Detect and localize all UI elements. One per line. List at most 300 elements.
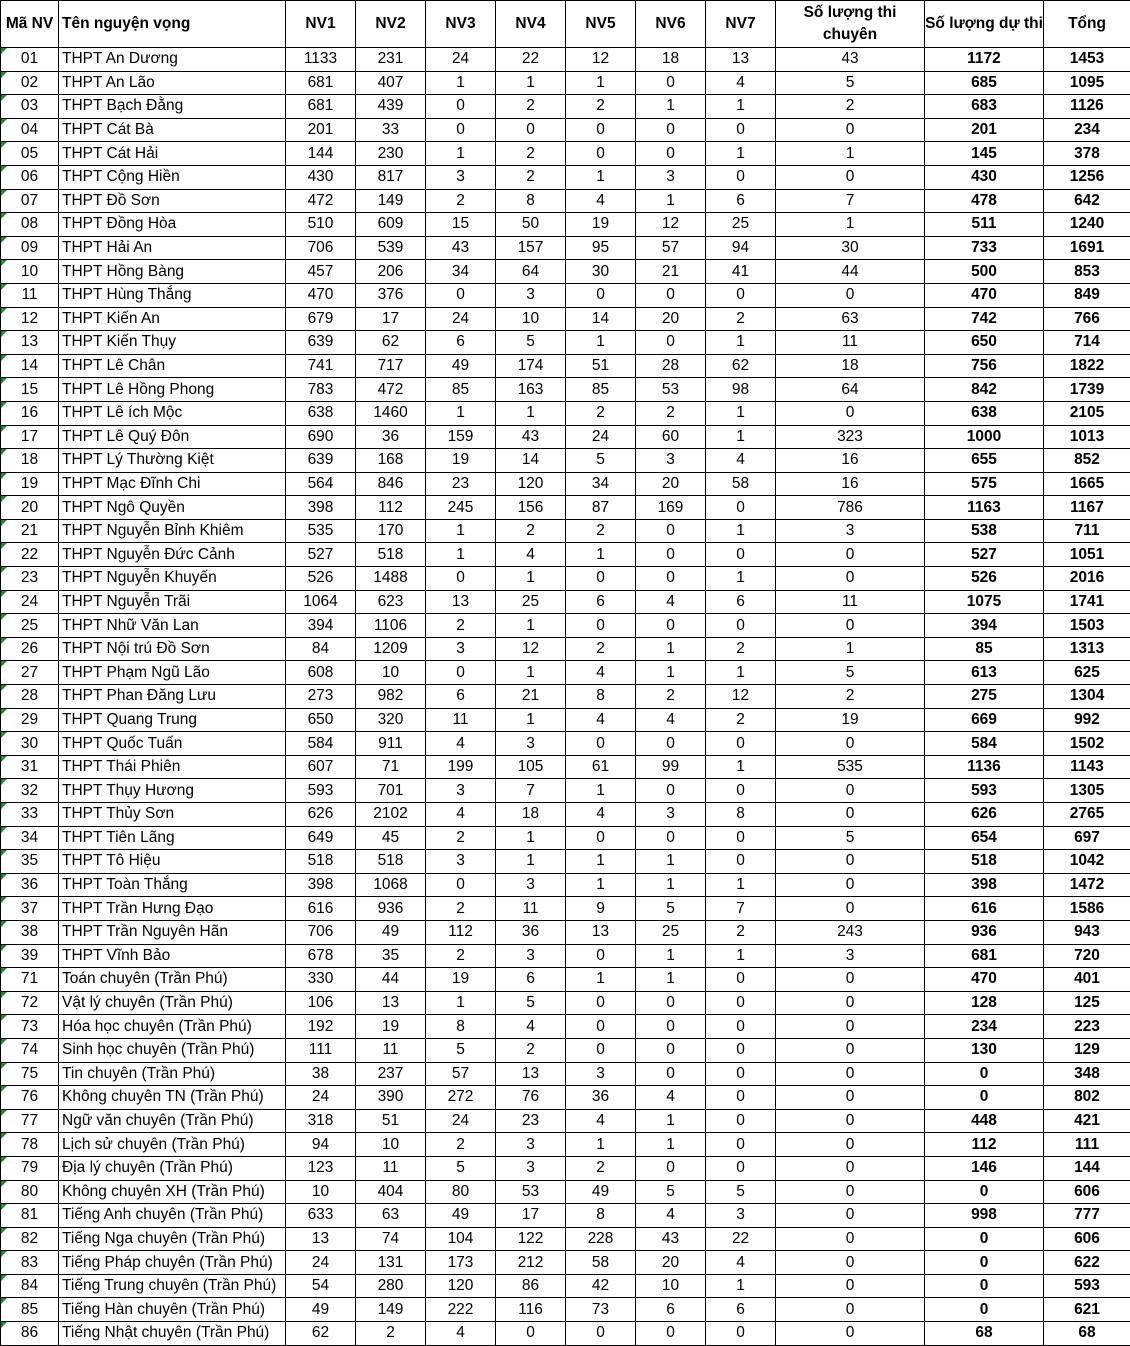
- cell-exam-count: 669: [925, 708, 1044, 732]
- cell-nv5: 1: [566, 850, 636, 874]
- cell-nv4: 12: [496, 637, 566, 661]
- cell-name: THPT Nguyễn Bỉnh Khiêm: [59, 519, 286, 543]
- cell-nv2: 13: [356, 991, 426, 1015]
- cell-exam-count: 733: [925, 236, 1044, 260]
- cell-nv3: 1: [426, 142, 496, 166]
- cell-specialized-count: 5: [776, 826, 925, 850]
- cell-nv5: 95: [566, 236, 636, 260]
- header-nv6: NV6: [636, 1, 706, 48]
- cell-specialized-count: 0: [776, 543, 925, 567]
- table-row: [1, 496, 1130, 520]
- cell-nv3: 19: [426, 968, 496, 992]
- cell-nv1: 535: [286, 519, 356, 543]
- cell-nv4: 1: [496, 661, 566, 685]
- cell-exam-count: 527: [925, 543, 1044, 567]
- cell-exam-count: 394: [925, 614, 1044, 638]
- cell-nv3: 272: [426, 1086, 496, 1110]
- cell-nv7: 0: [706, 850, 776, 874]
- cell-name: Không chuyên XH (Trần Phú): [59, 1180, 286, 1204]
- cell-exam-count: 470: [925, 968, 1044, 992]
- cell-name: THPT Phan Đăng Lưu: [59, 685, 286, 709]
- cell-nv1: 24: [286, 1251, 356, 1275]
- cell-name: Tiếng Trung chuyên (Trần Phú): [59, 1274, 286, 1298]
- cell-nv1: 13: [286, 1227, 356, 1251]
- cell-nv1: 273: [286, 685, 356, 709]
- cell-nv1: 607: [286, 755, 356, 779]
- cell-nv5: 13: [566, 920, 636, 944]
- cell-code: 03: [1, 95, 59, 119]
- cell-nv7: 6: [706, 590, 776, 614]
- cell-nv4: 18: [496, 803, 566, 827]
- cell-nv7: 1: [706, 331, 776, 355]
- cell-name: THPT Thủy Sơn: [59, 803, 286, 827]
- table-row: [1, 71, 1130, 95]
- cell-nv6: 60: [636, 425, 706, 449]
- table-row: [1, 637, 1130, 661]
- cell-specialized-count: 0: [776, 1204, 925, 1228]
- cell-nv6: 5: [636, 897, 706, 921]
- cell-exam-count: 1000: [925, 425, 1044, 449]
- cell-nv1: 49: [286, 1298, 356, 1322]
- cell-exam-count: 685: [925, 71, 1044, 95]
- cell-nv4: 105: [496, 755, 566, 779]
- cell-exam-count: 638: [925, 401, 1044, 425]
- cell-exam-count: 511: [925, 213, 1044, 237]
- cell-code: 86: [1, 1322, 59, 1346]
- cell-nv4: 8: [496, 189, 566, 213]
- cell-specialized-count: 0: [776, 1298, 925, 1322]
- cell-nv7: 12: [706, 685, 776, 709]
- table-row: [1, 826, 1130, 850]
- cell-nv6: 99: [636, 755, 706, 779]
- cell-nv2: 717: [356, 354, 426, 378]
- cell-nv2: 206: [356, 260, 426, 284]
- cell-code: 26: [1, 637, 59, 661]
- cell-nv6: 25: [636, 920, 706, 944]
- cell-total: 111: [1044, 1133, 1130, 1157]
- cell-specialized-count: 0: [776, 165, 925, 189]
- cell-total: 1256: [1044, 165, 1130, 189]
- cell-nv1: 430: [286, 165, 356, 189]
- cell-exam-count: 1136: [925, 755, 1044, 779]
- cell-specialized-count: 0: [776, 283, 925, 307]
- cell-nv3: 1: [426, 519, 496, 543]
- cell-code: 72: [1, 991, 59, 1015]
- cell-nv2: 2102: [356, 803, 426, 827]
- table-row: [1, 236, 1130, 260]
- cell-name: Tiếng Nga chuyên (Trần Phú): [59, 1227, 286, 1251]
- cell-total: 2765: [1044, 803, 1130, 827]
- cell-nv6: 1: [636, 637, 706, 661]
- cell-nv2: 63: [356, 1204, 426, 1228]
- cell-nv7: 1: [706, 142, 776, 166]
- cell-nv6: 1: [636, 850, 706, 874]
- cell-exam-count: 85: [925, 637, 1044, 661]
- cell-nv6: 1: [636, 968, 706, 992]
- table-row: [1, 897, 1130, 921]
- cell-nv3: 222: [426, 1298, 496, 1322]
- cell-nv7: 0: [706, 614, 776, 638]
- cell-nv1: 626: [286, 803, 356, 827]
- cell-nv6: 0: [636, 779, 706, 803]
- header-specialized-count: Số lượng thi chuyên: [776, 1, 925, 48]
- cell-nv7: 1: [706, 519, 776, 543]
- cell-nv1: 681: [286, 71, 356, 95]
- cell-total: 1304: [1044, 685, 1130, 709]
- cell-specialized-count: 19: [776, 708, 925, 732]
- cell-nv2: 1106: [356, 614, 426, 638]
- cell-nv4: 116: [496, 1298, 566, 1322]
- cell-nv4: 5: [496, 331, 566, 355]
- cell-nv2: 10: [356, 1133, 426, 1157]
- cell-nv3: 1: [426, 71, 496, 95]
- cell-nv4: 2: [496, 519, 566, 543]
- cell-nv7: 0: [706, 991, 776, 1015]
- cell-specialized-count: 30: [776, 236, 925, 260]
- cell-total: 378: [1044, 142, 1130, 166]
- cell-nv4: 21: [496, 685, 566, 709]
- cell-specialized-count: 0: [776, 803, 925, 827]
- cell-nv1: 741: [286, 354, 356, 378]
- cell-specialized-count: 16: [776, 472, 925, 496]
- cell-nv2: 1068: [356, 873, 426, 897]
- cell-specialized-count: 0: [776, 1062, 925, 1086]
- cell-nv4: 6: [496, 968, 566, 992]
- cell-nv7: 62: [706, 354, 776, 378]
- cell-total: 68: [1044, 1322, 1130, 1346]
- cell-nv1: 470: [286, 283, 356, 307]
- cell-name: Lịch sử chuyên (Trần Phú): [59, 1133, 286, 1157]
- cell-nv5: 36: [566, 1086, 636, 1110]
- cell-total: 593: [1044, 1274, 1130, 1298]
- cell-nv3: 0: [426, 661, 496, 685]
- cell-nv6: 4: [636, 1204, 706, 1228]
- table-row: [1, 614, 1130, 638]
- cell-total: 1240: [1044, 213, 1130, 237]
- cell-specialized-count: 0: [776, 614, 925, 638]
- cell-nv4: 1: [496, 401, 566, 425]
- cell-total: 992: [1044, 708, 1130, 732]
- cell-nv4: 76: [496, 1086, 566, 1110]
- cell-name: THPT Nội trú Đồ Sơn: [59, 637, 286, 661]
- cell-nv3: 4: [426, 732, 496, 756]
- cell-code: 16: [1, 401, 59, 425]
- cell-nv5: 0: [566, 567, 636, 591]
- cell-nv2: 390: [356, 1086, 426, 1110]
- cell-name: THPT Toàn Thắng: [59, 873, 286, 897]
- cell-code: 80: [1, 1180, 59, 1204]
- cell-nv3: 85: [426, 378, 496, 402]
- cell-name: THPT Trần Hưng Đạo: [59, 897, 286, 921]
- cell-specialized-count: 3: [776, 519, 925, 543]
- cell-total: 1013: [1044, 425, 1130, 449]
- cell-nv6: 21: [636, 260, 706, 284]
- cell-code: 74: [1, 1038, 59, 1062]
- cell-nv5: 0: [566, 732, 636, 756]
- table-row: [1, 165, 1130, 189]
- cell-nv2: 623: [356, 590, 426, 614]
- cell-total: 223: [1044, 1015, 1130, 1039]
- cell-nv4: 50: [496, 213, 566, 237]
- cell-nv2: 1488: [356, 567, 426, 591]
- cell-nv2: 911: [356, 732, 426, 756]
- cell-exam-count: 626: [925, 803, 1044, 827]
- cell-nv4: 163: [496, 378, 566, 402]
- cell-total: 348: [1044, 1062, 1130, 1086]
- cell-nv1: 192: [286, 1015, 356, 1039]
- cell-nv4: 212: [496, 1251, 566, 1275]
- cell-nv1: 330: [286, 968, 356, 992]
- cell-nv4: 0: [496, 118, 566, 142]
- cell-nv1: 62: [286, 1322, 356, 1346]
- cell-name: THPT Cát Bà: [59, 118, 286, 142]
- cell-nv5: 1: [566, 779, 636, 803]
- cell-nv6: 20: [636, 472, 706, 496]
- header-nv3: NV3: [426, 1, 496, 48]
- cell-nv5: 0: [566, 614, 636, 638]
- cell-name: THPT Thái Phiên: [59, 755, 286, 779]
- cell-code: 75: [1, 1062, 59, 1086]
- cell-name: Ngữ văn chuyên (Trần Phú): [59, 1109, 286, 1133]
- cell-nv7: 58: [706, 472, 776, 496]
- cell-specialized-count: 0: [776, 1133, 925, 1157]
- cell-code: 81: [1, 1204, 59, 1228]
- cell-exam-count: 742: [925, 307, 1044, 331]
- cell-name: THPT Lý Thường Kiệt: [59, 449, 286, 473]
- cell-nv5: 51: [566, 354, 636, 378]
- cell-nv3: 173: [426, 1251, 496, 1275]
- cell-nv1: 616: [286, 897, 356, 921]
- cell-exam-count: 842: [925, 378, 1044, 402]
- cell-nv2: 230: [356, 142, 426, 166]
- cell-nv6: 12: [636, 213, 706, 237]
- table-row: [1, 1298, 1130, 1322]
- cell-nv4: 13: [496, 1062, 566, 1086]
- header-nv7: NV7: [706, 1, 776, 48]
- table-row: [1, 378, 1130, 402]
- cell-nv3: 2: [426, 826, 496, 850]
- cell-total: 1453: [1044, 48, 1130, 72]
- cell-nv1: 398: [286, 496, 356, 520]
- cell-nv6: 0: [636, 1156, 706, 1180]
- cell-nv4: 1: [496, 567, 566, 591]
- cell-nv3: 3: [426, 637, 496, 661]
- cell-nv7: 6: [706, 189, 776, 213]
- cell-specialized-count: 0: [776, 779, 925, 803]
- cell-nv6: 28: [636, 354, 706, 378]
- cell-specialized-count: 243: [776, 920, 925, 944]
- cell-exam-count: 616: [925, 897, 1044, 921]
- table-row: [1, 213, 1130, 237]
- cell-nv2: 1209: [356, 637, 426, 661]
- cell-specialized-count: 0: [776, 1109, 925, 1133]
- cell-specialized-count: 0: [776, 567, 925, 591]
- cell-nv3: 0: [426, 873, 496, 897]
- cell-name: THPT An Lão: [59, 71, 286, 95]
- table-row: [1, 189, 1130, 213]
- cell-nv6: 4: [636, 1086, 706, 1110]
- cell-nv4: 86: [496, 1274, 566, 1298]
- cell-nv6: 0: [636, 826, 706, 850]
- cell-name: THPT Cát Hải: [59, 142, 286, 166]
- cell-total: 2105: [1044, 401, 1130, 425]
- cell-code: 34: [1, 826, 59, 850]
- cell-nv5: 42: [566, 1274, 636, 1298]
- cell-code: 84: [1, 1274, 59, 1298]
- cell-specialized-count: 0: [776, 1322, 925, 1346]
- table-row: [1, 543, 1130, 567]
- cell-name: THPT Quang Trung: [59, 708, 286, 732]
- cell-nv3: 43: [426, 236, 496, 260]
- cell-code: 09: [1, 236, 59, 260]
- cell-nv7: 0: [706, 1062, 776, 1086]
- cell-code: 82: [1, 1227, 59, 1251]
- table-row: [1, 1015, 1130, 1039]
- cell-nv5: 4: [566, 803, 636, 827]
- cell-nv2: 19: [356, 1015, 426, 1039]
- table-row: [1, 331, 1130, 355]
- cell-nv7: 0: [706, 779, 776, 803]
- cell-exam-count: 998: [925, 1204, 1044, 1228]
- cell-total: 1822: [1044, 354, 1130, 378]
- cell-nv6: 10: [636, 1274, 706, 1298]
- cell-nv6: 0: [636, 732, 706, 756]
- cell-name: THPT Bạch Đằng: [59, 95, 286, 119]
- cell-nv5: 12: [566, 48, 636, 72]
- cell-code: 05: [1, 142, 59, 166]
- cell-nv2: 10: [356, 661, 426, 685]
- cell-nv6: 0: [636, 1322, 706, 1346]
- cell-nv4: 2: [496, 1038, 566, 1062]
- cell-nv7: 0: [706, 1133, 776, 1157]
- cell-nv1: 510: [286, 213, 356, 237]
- cell-nv4: 2: [496, 165, 566, 189]
- cell-nv3: 11: [426, 708, 496, 732]
- cell-exam-count: 478: [925, 189, 1044, 213]
- cell-nv7: 2: [706, 708, 776, 732]
- cell-nv7: 4: [706, 71, 776, 95]
- cell-nv4: 157: [496, 236, 566, 260]
- cell-nv7: 94: [706, 236, 776, 260]
- cell-nv6: 3: [636, 165, 706, 189]
- cell-specialized-count: 44: [776, 260, 925, 284]
- cell-name: THPT Đồng Hòa: [59, 213, 286, 237]
- cell-nv6: 0: [636, 519, 706, 543]
- cell-nv3: 2: [426, 897, 496, 921]
- cell-nv2: 149: [356, 189, 426, 213]
- cell-nv2: 404: [356, 1180, 426, 1204]
- cell-nv5: 5: [566, 449, 636, 473]
- cell-nv5: 1: [566, 71, 636, 95]
- cell-total: 852: [1044, 449, 1130, 473]
- cell-specialized-count: 0: [776, 1180, 925, 1204]
- cell-specialized-count: 1: [776, 213, 925, 237]
- cell-nv5: 1: [566, 331, 636, 355]
- table-row: [1, 1322, 1130, 1346]
- cell-nv7: 98: [706, 378, 776, 402]
- cell-total: 777: [1044, 1204, 1130, 1228]
- cell-code: 27: [1, 661, 59, 685]
- cell-nv2: 51: [356, 1109, 426, 1133]
- table-row: [1, 661, 1130, 685]
- cell-exam-count: 526: [925, 567, 1044, 591]
- table-row: [1, 95, 1130, 119]
- cell-specialized-count: 0: [776, 1015, 925, 1039]
- cell-total: 1126: [1044, 95, 1130, 119]
- cell-code: 20: [1, 496, 59, 520]
- cell-nv3: 19: [426, 449, 496, 473]
- cell-nv6: 2: [636, 685, 706, 709]
- table-row: [1, 567, 1130, 591]
- cell-nv2: 44: [356, 968, 426, 992]
- cell-code: 13: [1, 331, 59, 355]
- cell-nv2: 168: [356, 449, 426, 473]
- table-row: [1, 1251, 1130, 1275]
- cell-nv2: 1460: [356, 401, 426, 425]
- cell-code: 22: [1, 543, 59, 567]
- cell-total: 853: [1044, 260, 1130, 284]
- cell-nv1: 111: [286, 1038, 356, 1062]
- cell-nv6: 0: [636, 1015, 706, 1039]
- cell-exam-count: 1172: [925, 48, 1044, 72]
- cell-nv1: 649: [286, 826, 356, 850]
- cell-nv3: 6: [426, 685, 496, 709]
- cell-nv1: 706: [286, 236, 356, 260]
- cell-specialized-count: 18: [776, 354, 925, 378]
- table-row: [1, 354, 1130, 378]
- cell-name: THPT Thụy Hương: [59, 779, 286, 803]
- cell-exam-count: 593: [925, 779, 1044, 803]
- cell-specialized-count: 0: [776, 1227, 925, 1251]
- cell-specialized-count: 2: [776, 95, 925, 119]
- cell-nv6: 1: [636, 1109, 706, 1133]
- cell-name: THPT Đồ Sơn: [59, 189, 286, 213]
- cell-nv2: 817: [356, 165, 426, 189]
- cell-exam-count: 575: [925, 472, 1044, 496]
- table-row: [1, 873, 1130, 897]
- cell-nv1: 1064: [286, 590, 356, 614]
- cell-nv5: 58: [566, 1251, 636, 1275]
- cell-total: 1095: [1044, 71, 1130, 95]
- cell-nv5: 0: [566, 826, 636, 850]
- cell-nv4: 17: [496, 1204, 566, 1228]
- cell-nv4: 3: [496, 732, 566, 756]
- cell-nv3: 5: [426, 1156, 496, 1180]
- cell-nv2: 170: [356, 519, 426, 543]
- cell-nv7: 1: [706, 873, 776, 897]
- cell-nv5: 4: [566, 1109, 636, 1133]
- cell-nv6: 3: [636, 803, 706, 827]
- cell-nv6: 1: [636, 95, 706, 119]
- cell-specialized-count: 0: [776, 1086, 925, 1110]
- cell-nv3: 112: [426, 920, 496, 944]
- cell-nv3: 57: [426, 1062, 496, 1086]
- cell-nv5: 34: [566, 472, 636, 496]
- cell-nv4: 3: [496, 873, 566, 897]
- cell-total: 1665: [1044, 472, 1130, 496]
- cell-nv7: 0: [706, 1015, 776, 1039]
- cell-exam-count: 650: [925, 331, 1044, 355]
- cell-nv1: 633: [286, 1204, 356, 1228]
- cell-nv4: 36: [496, 920, 566, 944]
- cell-specialized-count: 7: [776, 189, 925, 213]
- cell-code: 14: [1, 354, 59, 378]
- cell-nv7: 0: [706, 732, 776, 756]
- cell-nv4: 122: [496, 1227, 566, 1251]
- cell-exam-count: 0: [925, 1227, 1044, 1251]
- cell-total: 621: [1044, 1298, 1130, 1322]
- cell-nv5: 2: [566, 95, 636, 119]
